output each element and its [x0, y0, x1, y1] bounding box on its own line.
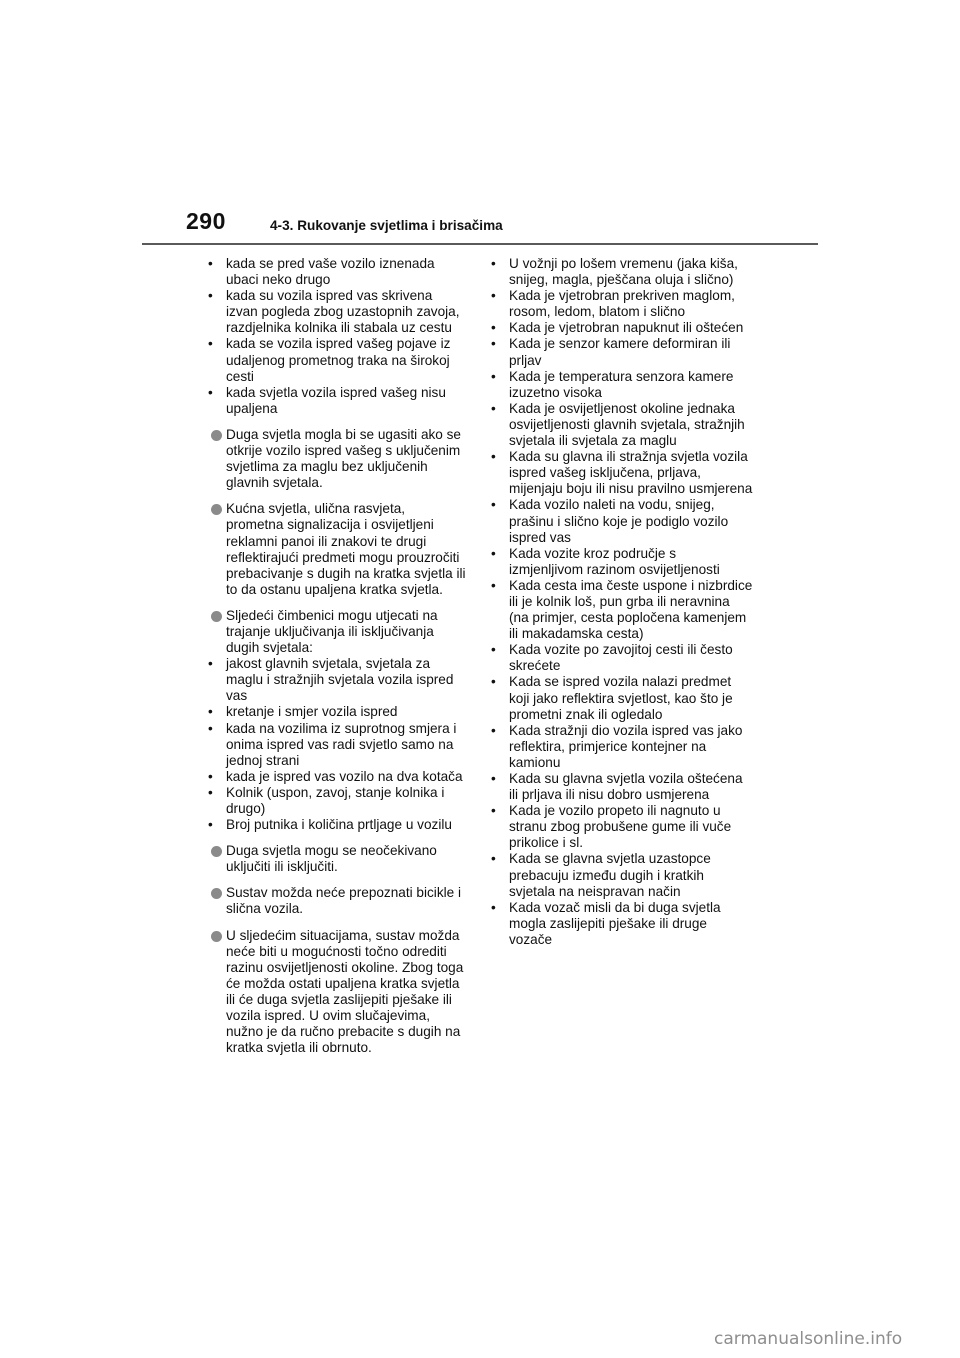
list-item: • Kolnik (uspon, zavoj, stanje kolnika i drugo) — [208, 784, 445, 816]
circle-bullet-icon — [211, 888, 222, 899]
page-number: 290 — [186, 208, 226, 234]
list-item: • Kada je temperatura senzora kamere izuzetno visoka — [491, 368, 734, 400]
note-paragraph: Duga svjetla mogu se neočekivano uključiti ili isključiti. — [208, 843, 466, 875]
list-item: • Kada je senzor kamere deformiran ili prljav — [491, 336, 731, 368]
list-item: • kada se pred vaše vozilo iznenada ubaci neko drugo — [208, 256, 435, 288]
list-item: • kada se vozila ispred vašeg pojave iz udaljenog prometnog traka na širokoj cesti — [208, 336, 451, 384]
list-item: • jakost glavnih svjetala, svjetala za maglu i stražnjih svjetala vozila ispred vas — [208, 656, 454, 704]
watermark: carmanualsonline.info — [714, 1329, 903, 1349]
circle-bullet-icon — [211, 504, 222, 515]
circle-bullet-icon — [211, 611, 222, 622]
note-paragraph: Kućna svjetla, ulična rasvjeta, prometna signalizacija i osvijetljeni reklamni panoi ili znakovi te drugi reflektirajući predmeti mogu prouzročiti prebacivanje s dugih na kratka svjetla ili to da ostanu upaljena kratka svjetla. — [208, 501, 466, 598]
list-item: • Kada vozač misli da bi duga svjetla mogla zaslijepiti pješake ili druge vozače — [491, 899, 721, 947]
list-item: • Kada je vozilo propeto ili nagnuto u stranu zbog probušene gume ili vuče prikolice i sl. — [491, 803, 732, 851]
list-item: • Kada su glavna svjetla vozila oštećena ili prljava ili nisu dobro usmjerena — [491, 771, 743, 803]
list-item: • Kada je osvijetljenost okoline jednaka osvijetljenosti glavnih svjetala, stražnjih svjetala ili svjetala za maglu — [491, 400, 745, 449]
left-column — [208, 256, 466, 1056]
note-paragraph: Sljedeći čimbenici mogu utjecati na trajanje uključivanja ili isključivanja dugih svjetala: — [208, 608, 466, 656]
circle-bullet-icon — [211, 931, 222, 942]
list-item: • Kada je vjetrobran napuknut ili oštećen — [491, 320, 744, 336]
list-item: • Kada se glavna svjetla uzastopce prebacuju između dugih i kratkih svjetala na neispravan način — [491, 851, 711, 899]
note-paragraph: Sustav možda neće prepoznati bicikle i slična vozila. — [208, 885, 466, 917]
list-item: • Kada se ispred vozila nalazi predmet koji jako reflektira svjetlost, kao što je prometni znak ili ogledalo — [491, 674, 733, 722]
circle-bullet-icon — [211, 430, 222, 441]
list-item: • kretanje i smjer vozila ispred — [208, 704, 398, 720]
note-paragraph: U sljedećim situacijama, sustav možda neće biti u mogućnosti točno odrediti razinu osvijetljenosti okoline. Zbog toga će možda ostati upaljena kratka svjetla ili će duga svjetla zaslijepiti pješake ili vozila ispred. U ovim slučajevima, nužno je da ručno prebacite s dugih na kratka svjetla ili obrnuto. — [208, 928, 466, 1057]
list-item: • kada su vozila ispred vas skrivena izvan pogleda zbog uzastopnih zavoja, razdjelnika kolnika ili stabala uz cestu — [208, 288, 460, 336]
list-item: • Kada stražnji dio vozila ispred vas jako reflektira, primjerice kontejner na kamionu — [491, 722, 743, 770]
list-item: • kada na vozilima iz suprotnog smjera i onima ispred vas radi svjetlo samo na jednoj strani — [208, 720, 457, 768]
circle-bullet-icon — [211, 846, 222, 857]
list-item: • Kada vozite po zavojitoj cesti ili često skrećete — [491, 642, 733, 674]
list-item: • kada je ispred vas vozilo na dva kotača — [208, 768, 463, 784]
list-item: • U vožnji po lošem vremenu (jaka kiša, snijeg, magla, pješčana oluja i slično) — [491, 256, 738, 288]
list-item: • Kada vozite kroz područje s izmjenljivom razinom osvijetljenosti — [491, 545, 720, 577]
list-item: • Broj putnika i količina prtljage u vozilu — [208, 817, 452, 833]
list-item: • kada svjetla vozila ispred vašeg nisu upaljena — [208, 384, 446, 416]
list-item: • Kada su glavna ili stražnja svjetla vozila ispred vašeg isključena, prljava, mijenjaju boju ili nisu pravilno usmjerena — [491, 449, 753, 497]
list-item: • Kada je vjetrobran prekriven maglom, rosom, ledom, blatom i slično — [491, 288, 735, 320]
list-item: • Kada cesta ima česte uspone i nizbrdice ili je kolnik loš, pun grba ili neravnina (na primjer, cesta popločena kamenjem ili makadamska cesta) — [491, 577, 753, 642]
header-divider — [142, 243, 818, 245]
list-item: • Kada vozilo naleti na vodu, snijeg, prašinu i slično koje je podiglo vozilo ispred vas — [491, 497, 729, 545]
note-paragraph: Duga svjetla mogla bi se ugasiti ako se otkrije vozilo ispred vašeg s uključenim svjetlima za maglu bez uključenih glavnih svjetala. — [208, 427, 466, 491]
right-column — [491, 256, 753, 948]
section-title: 4-3. Rukovanje svjetlima i brisačima — [270, 218, 503, 233]
